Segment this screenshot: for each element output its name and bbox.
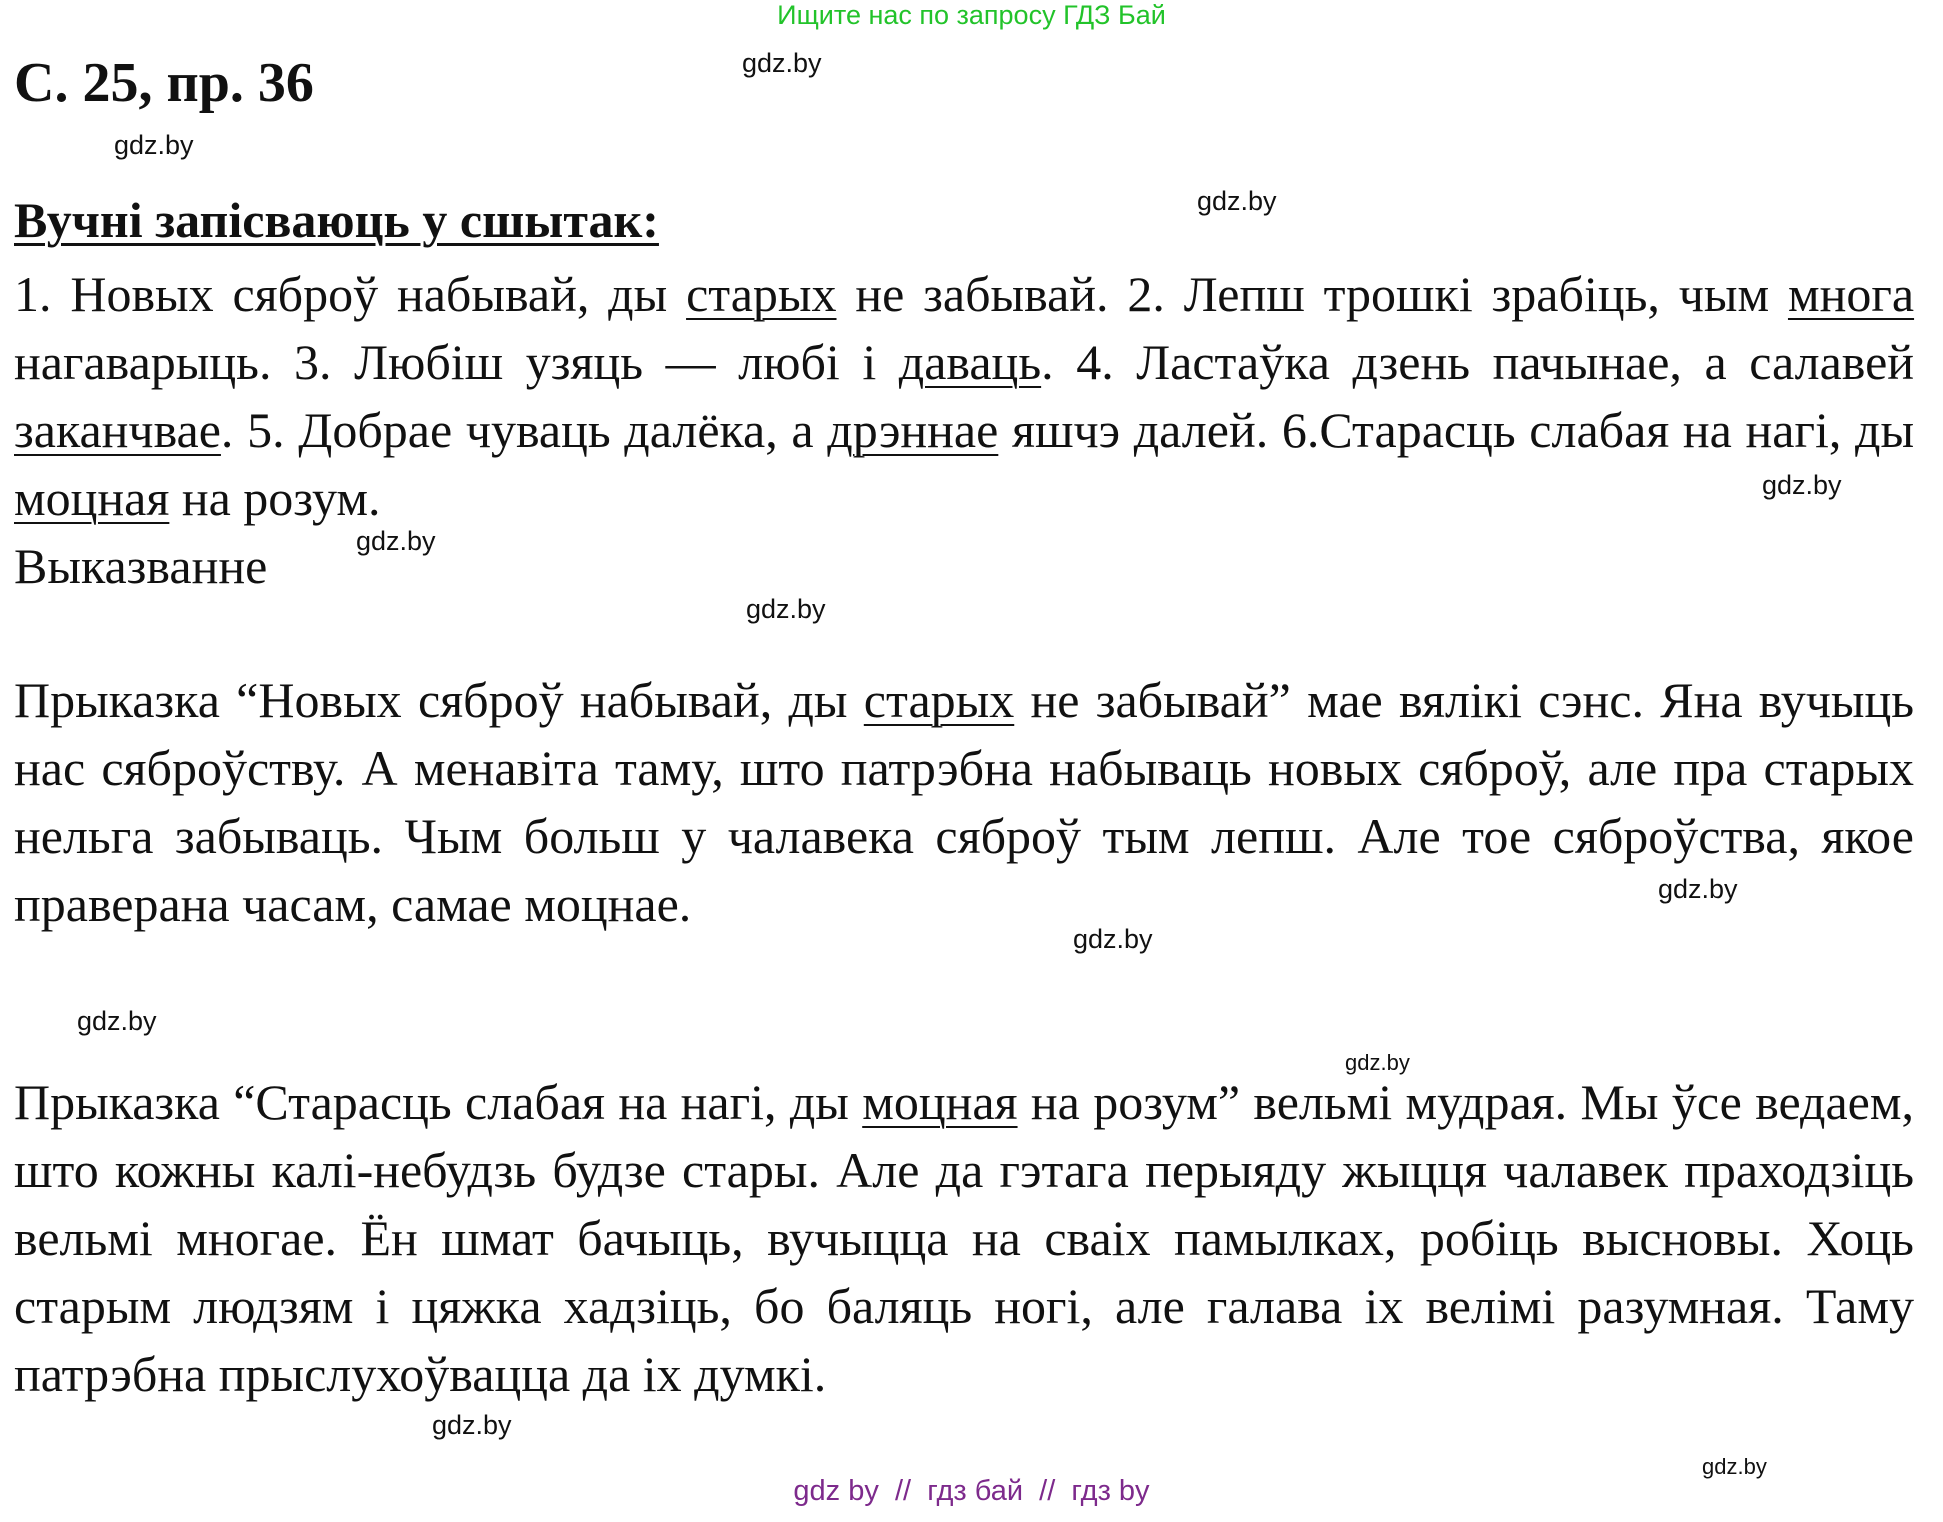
underlined-word: старых (686, 266, 837, 322)
watermark: gdz.by (356, 526, 436, 556)
underlined-word: заканчвае (14, 402, 221, 458)
watermark: gdz.by (746, 594, 826, 624)
proverb-2: 2. Лепш трошкі зрабіць, чым многа нагаварыць. (14, 266, 1915, 390)
proverb-5: 5. Добрае чуваць далёка, а дрэннае яшчэ далей. (247, 402, 1269, 458)
section-subheading: Вучні запісваюць у сшытак: (14, 192, 659, 248)
underlined-word: моцная (862, 1074, 1018, 1130)
page-title: С. 25, пр. 36 (14, 52, 314, 114)
watermark: gdz.by (1658, 874, 1738, 904)
watermark: gdz.by (1345, 1050, 1410, 1075)
underlined-word: многа (1787, 266, 1915, 322)
proverb-number: 3. (294, 334, 332, 390)
proverb-4: 4. Ластаўка дзень пачынае, а салавей заканчвае. (14, 334, 1915, 458)
proverb-3: 3. Любіш узяць — любі і даваць. (294, 334, 1054, 390)
proverbs-paragraph (14, 260, 1914, 532)
watermark: gdz.by (1197, 186, 1277, 216)
watermark: gdz.by (77, 1006, 157, 1036)
watermark: gdz.by (432, 1410, 512, 1440)
watermark: gdz.by (1702, 1454, 1767, 1479)
proverb-number: 6. (1281, 402, 1320, 458)
proverb-number: 4. (1076, 334, 1114, 390)
proverb-number: 5. (247, 402, 285, 458)
essay-paragraph-2: Прыказка “Старасць слабая на нагі, ды моцная на розум” вельмі мудрая. Мы ўсе ведаем, што кожны калі-небудзь будзе стары. Але да гэтага перыяду жыцця чалавек праходзіць вельмі многае. Ён шмат бачыць, вучыцца на сваіх памылках, робіць высновы. Хоць старым людзям і цяжка хадзіць, бо баляць ногі, але галава іх велімі разумная. Таму патрэбна прыслухоўвацца да іх думкі. (14, 1074, 1915, 1402)
watermark: gdz.by (114, 130, 194, 160)
underlined-word: даваць (898, 334, 1042, 390)
watermark: gdz.by (1073, 924, 1153, 954)
footer-links[interactable]: gdz by // гдз бай // гдз by (793, 1475, 1150, 1507)
proverb-1: 1. Новых сяброў набывай, ды старых не забывай. (14, 266, 1109, 322)
top-banner[interactable]: Ищите нас по запросу ГДЗ Бай (777, 0, 1166, 30)
statement-label: Выказванне (14, 538, 268, 594)
underlined-word: моцная (14, 470, 170, 526)
proverb-number: 2. (1127, 266, 1165, 322)
underlined-word: старых (863, 672, 1015, 728)
proverb-6: 6.Старасць слабая на нагі, ды моцная на розум. (14, 402, 1915, 526)
essay-paragraph-1: Прыказка “Новых сяброў набывай, ды старых не забывай” мае вялікі сэнс. Яна вучыць нас сяброўству. А менавіта таму, што патрэбна набываць новых сяброў, але пра старых нельга забываць. Чым больш у чалавека сяброў тым лепш. Але тое сяброўства, якое праверана часам, самае моцнае. (14, 672, 1914, 932)
underlined-word: дрэннае (827, 402, 999, 458)
proverb-number: 1. (14, 266, 52, 322)
watermark: gdz.by (742, 48, 822, 78)
watermark: gdz.by (1762, 470, 1842, 500)
